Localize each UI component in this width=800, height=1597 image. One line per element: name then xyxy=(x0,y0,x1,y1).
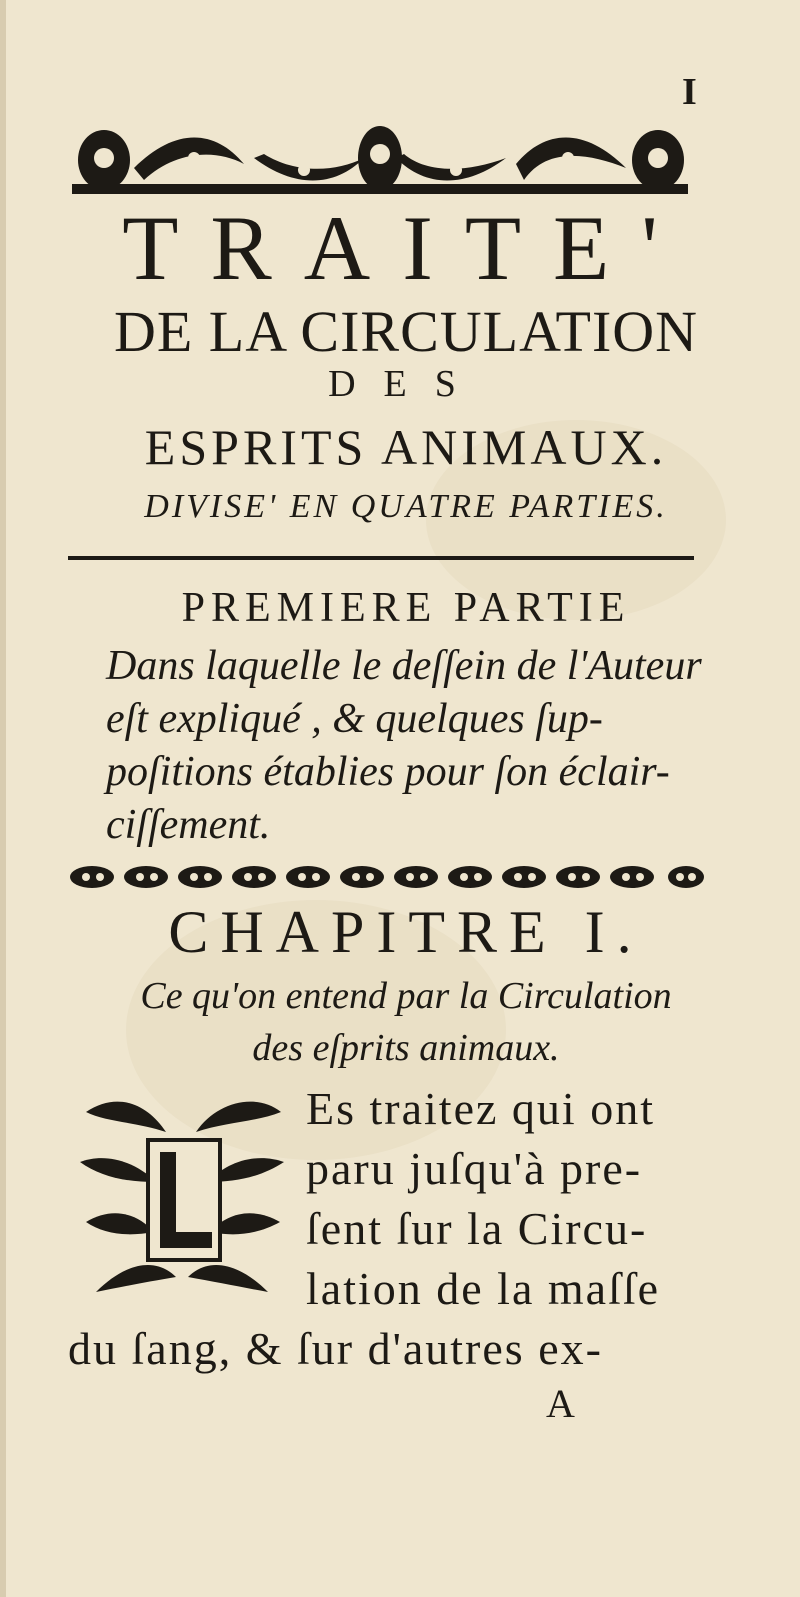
part-desc-line: ciſſement. xyxy=(106,802,271,848)
body-line: Es traitez qui ont xyxy=(306,1083,655,1134)
treatise-title: TRAITE' xyxy=(122,197,690,299)
catchword: A xyxy=(546,1381,575,1426)
part-desc-line: poſitions établies pour ſon éclair- xyxy=(106,749,670,795)
chapter-desc-line: des eſprits animaux. xyxy=(252,1027,560,1069)
body-line: du ſang, & ſur d'autres ex- xyxy=(68,1323,603,1374)
title-esprits: ESPRITS ANIMAUX. xyxy=(144,419,668,475)
fleuron-border-icon xyxy=(66,862,706,892)
decorated-initial-icon xyxy=(76,1092,288,1306)
chapter-desc-line: Ce qu'on entend par la Circulation xyxy=(140,975,672,1017)
chapter-description xyxy=(6,970,800,1074)
body-line: lation de la maſſe xyxy=(306,1263,661,1314)
floral-headpiece-icon xyxy=(64,118,696,202)
part-title: PREMIERE PARTIE xyxy=(181,585,631,631)
page-number: I xyxy=(682,71,697,113)
chapter-title: CHAPITRE I. xyxy=(168,899,644,965)
title-des: DES xyxy=(328,363,484,405)
body-line: ſent ſur la Circu- xyxy=(306,1203,648,1254)
part-description xyxy=(106,640,706,852)
division-line: DIVISE' EN QUATRE PARTIES. xyxy=(144,488,668,525)
treatise-subtitle: DE LA CIRCULATION xyxy=(113,299,699,364)
part-desc-line: eſt expliqué , & quelques ſup- xyxy=(106,696,603,742)
part-desc-line: Dans laquelle le deſſein de l'Auteur xyxy=(106,643,702,689)
horizontal-rule xyxy=(68,556,694,560)
body-line: paru juſqu'à pre- xyxy=(306,1143,643,1194)
